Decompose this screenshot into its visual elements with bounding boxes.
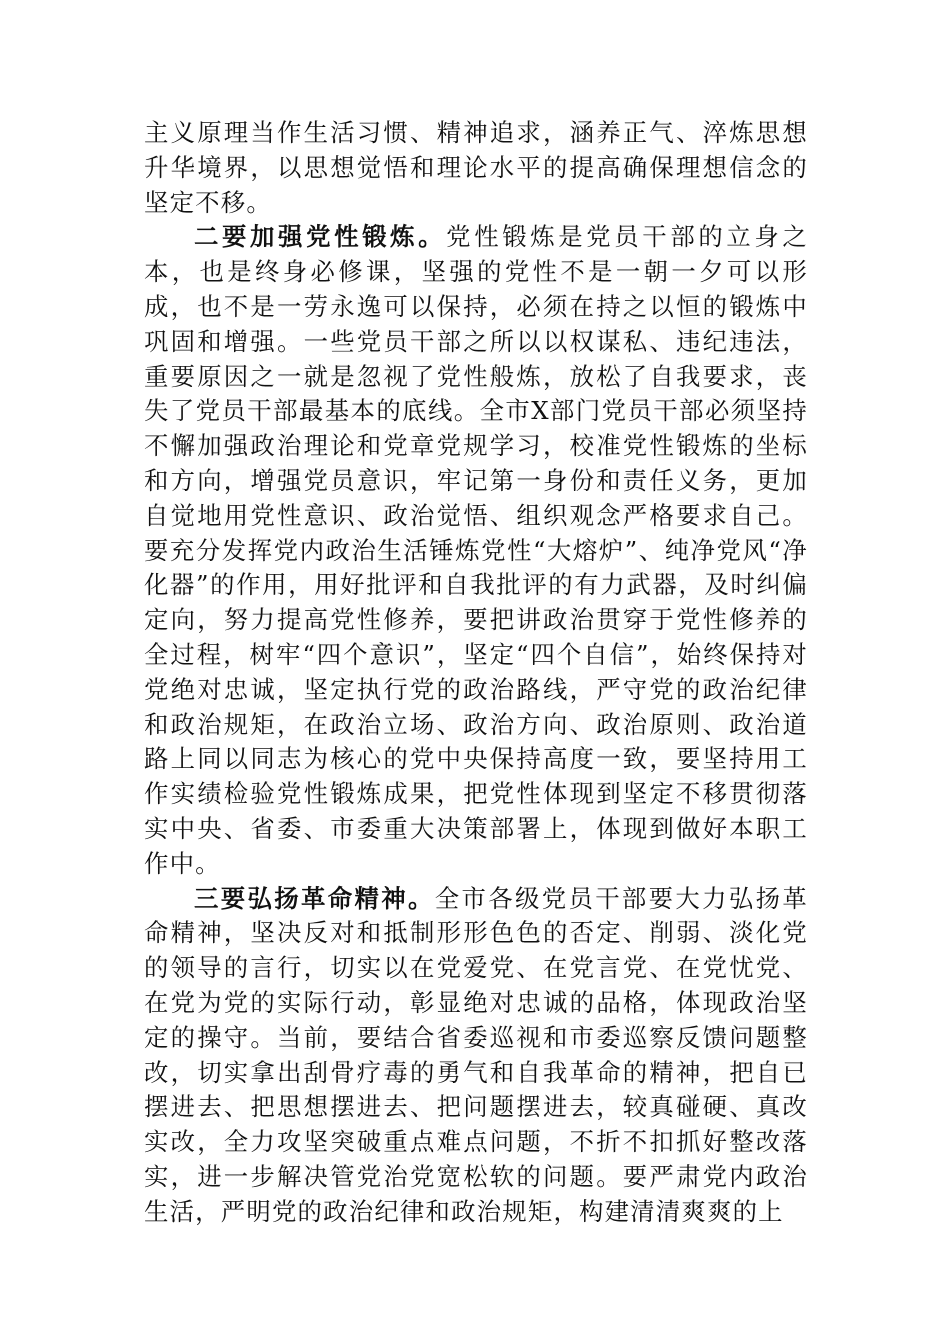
paragraph-text: 主义原理当作生活习惯、精神追求，涵养正气、淬炼思想升华境界，以思想觉悟和理论水平的提高确保理想信念的坚定不移。 [144, 118, 808, 217]
document-page [144, 116, 808, 1230]
paragraph-revolutionary-spirit [144, 882, 808, 1230]
paragraph-text: 全市各级党员干部要大力弘扬革命精神，坚决反对和抵制形形色色的否定、削弱、淡化党的领导的言行，切实以在党爱党、在党言党、在党忧党、在党为党的实际行动，彰显绝对忠诚的品格，体现政治坚定的操守。当前，要结合省委巡视和市委巡察反馈问题整改，切实拿出刮骨疗毒的勇气和自我革命的精神，把自已摆进去、把思想摆进去、把问题摆进去，较真碰硬、真改实改，全力攻坚突破重点难点问题，不折不扣抓好整改落实，进一步解决管党治党宽松软的问题。要严肃党内政治生活，严明党的政治纪律和政治规矩，构建清清爽爽的上 [144, 883, 808, 1226]
paragraph-continuation [144, 116, 808, 220]
paragraph-text: 党性锻炼是党员干部的立身之本，也是终身必修课，坚强的党性不是一朝一夕可以形成，也不是一劳永逸可以保持，必须在持之以恒的锻炼中巩固和增强。一些党员干部之所以以权谋私、违纪违法，重要原因之一就是忽视了党性般炼，放松了自我要求，丧失了党员干部最基本的底线。全市X部门党员干部必须坚持不懈加强政治理论和党章党规学习，校准党性锻炼的坐标和方向，增强党员意识，牢记第一身份和责任义务，更加自觉地用党性意识、政治觉悟、组织观念严格要求自己。要充分发挥党内政治生活锤炼党性“大熔炉”、纯净党风“净化器”的作用，用好批评和自我批评的有力武器，及时纠偏定向，努力提高党性修养，要把讲政治贯穿于党性修养的全过程，树牢“四个意识”，坚定“四个自信”，始终保持对党绝对忠诚，坚定执行党的政治路线，严守党的政治纪律和政治规矩，在政治立场、政治方向、政治原则、政治道路上同以同志为核心的党中央保持高度一致，要坚持用工作实绩检验党性锻炼成果，把党性体现到坚定不移贯彻落实中央、省委、市委重大决策部署上，体现到做好本职工作中。 [144, 222, 808, 878]
paragraph-heading: 二要加强党性锻炼。 [194, 222, 447, 252]
paragraph-party-spirit [144, 220, 808, 881]
paragraph-heading: 三要弘扬革命精神。 [194, 883, 435, 913]
